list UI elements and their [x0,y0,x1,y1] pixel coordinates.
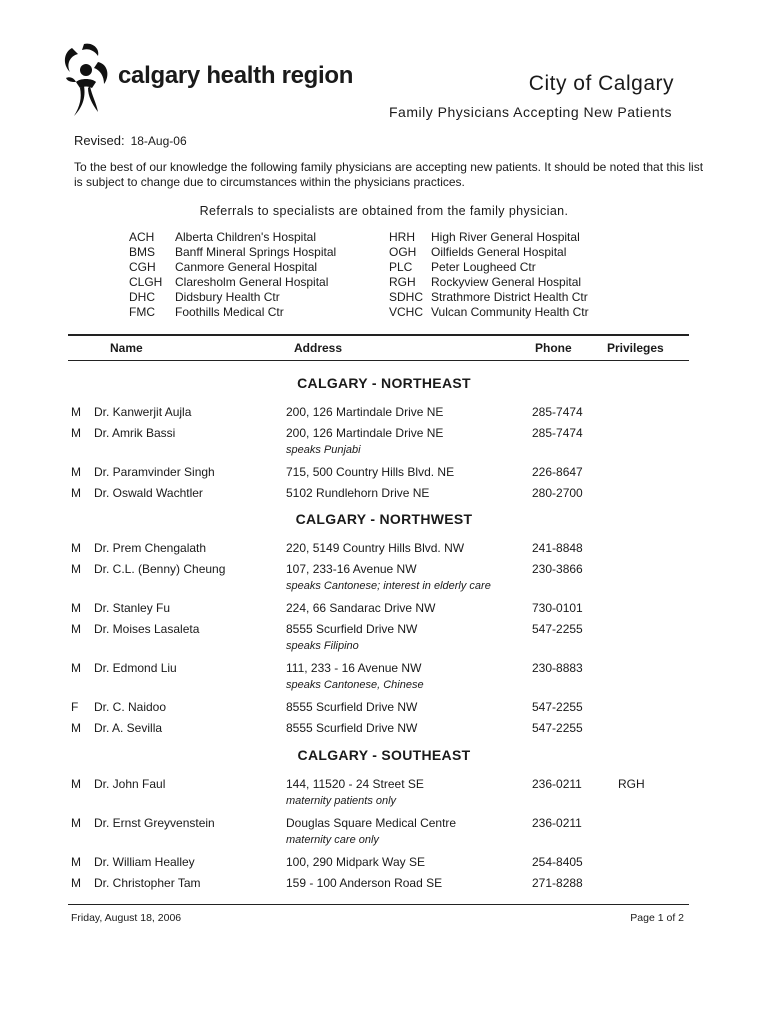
physician-gender: M [71,661,81,675]
physician-phone: 280-2700 [532,486,583,500]
physician-name: Dr. Paramvinder Singh [94,465,215,479]
physician-name: Dr. William Healley [94,855,195,869]
legend-code: CLGH [129,275,163,289]
physician-phone: 547-2255 [532,700,583,714]
legend-hospital-name: Foothills Medical Ctr [175,305,284,319]
physician-name: Dr. Amrik Bassi [94,426,176,440]
physician-name: Dr. Ernst Greyvenstein [94,816,215,830]
physician-name: Dr. Prem Chengalath [94,541,207,555]
physician-name: Dr. C.L. (Benny) Cheung [94,562,226,576]
physician-gender: F [71,700,79,714]
legend-code: RGH [389,275,416,289]
physician-phone: 285-7474 [532,405,583,419]
legend-row [129,305,336,320]
physician-address: 8555 Scurfield Drive NW [286,622,418,636]
physician-gender: M [71,486,81,500]
physician-phone: 730-0101 [532,601,583,615]
physician-name: Dr. Edmond Liu [94,661,177,675]
legend-code: DHC [129,290,155,304]
physician-name: Dr. John Faul [94,777,166,791]
revised-date: 18-Aug-06 [130,134,187,148]
calgary-health-region-logo [62,42,352,120]
legend-code: OGH [389,245,417,259]
physician-note: speaks Punjabi [286,444,361,456]
physician-privileges: RGH [618,777,645,791]
hospital-legend-right [389,230,589,320]
physician-address: 107, 233-16 Avenue NW [286,562,417,576]
physician-address: 111, 233 - 16 Avenue NW [286,661,422,675]
legend-code: ACH [129,230,155,244]
city-title: City of Calgary [528,72,674,95]
legend-code: SDHC [389,290,424,304]
physician-gender: M [71,816,81,830]
legend-code: CGH [129,260,156,274]
legend-row [389,275,589,290]
physician-address: 200, 126 Martindale Drive NE [286,426,444,440]
footer-rule [68,904,689,905]
physician-address: Douglas Square Medical Centre [286,816,457,830]
physician-gender: M [71,405,81,419]
legend-hospital-name: Alberta Children's Hospital [175,230,317,244]
physician-phone: 226-8647 [532,465,583,479]
legend-code: HRH [389,230,415,244]
legend-hospital-name: Rockyview General Hospital [431,275,582,289]
physician-note: speaks Cantonese; interest in elderly care [286,580,491,592]
physician-phone: 236-0211 [532,777,582,791]
physician-address: 144, 11520 - 24 Street SE [286,777,424,791]
physician-gender: M [71,622,81,636]
table-top-rule [68,334,689,336]
revised-label: Revised: [74,133,125,148]
physician-phone: 230-8883 [532,661,583,675]
physician-phone: 285-7474 [532,426,583,440]
physician-address: 224, 66 Sandarac Drive NW [286,601,436,615]
physician-name: Dr. Stanley Fu [94,601,171,615]
physician-gender: M [71,876,81,890]
physician-gender: M [71,465,81,479]
legend-row [389,245,589,260]
physician-phone: 230-3866 [532,562,583,576]
legend-hospital-name: Claresholm General Hospital [175,275,329,289]
physician-phone: 236-0211 [532,816,582,830]
legend-hospital-name: Canmore General Hospital [175,260,318,274]
legend-row [129,260,336,275]
physician-address: 715, 500 Country Hills Blvd. NE [286,465,455,479]
physician-address: 8555 Scurfield Drive NW [286,721,418,735]
physician-name: Dr. C. Naidoo [94,700,167,714]
physician-note: speaks Cantonese, Chinese [286,679,424,691]
physician-gender: M [71,601,81,615]
physician-phone: 547-2255 [532,721,583,735]
legend-hospital-name: Didsbury Health Ctr [175,290,280,304]
physician-phone: 254-8405 [532,855,583,869]
legend-code: VCHC [389,305,424,319]
hospital-legend-left [129,230,336,320]
physician-name: Dr. Christopher Tam [94,876,201,890]
physician-address: 200, 126 Martindale Drive NE [286,405,444,419]
physician-address: 159 - 100 Anderson Road SE [286,876,443,890]
legend-hospital-name: Banff Mineral Springs Hospital [175,245,337,259]
legend-hospital-name: Strathmore District Health Ctr [431,290,588,304]
legend-row [389,290,589,305]
physician-phone: 547-2255 [532,622,583,636]
legend-code: PLC [389,260,413,274]
physician-name: Dr. Moises Lasaleta [94,622,200,636]
physician-phone: 271-8288 [532,876,583,890]
physician-gender: M [71,426,81,440]
footer-page-number: Page 1 of 2 [630,912,684,924]
legend-hospital-name: Peter Lougheed Ctr [431,260,536,274]
intro-paragraph: To the best of our knowledge the following family physicians are accepting new patients. It should be noted that this list is subject to change due to circumstances within the physicians practices. [74,160,704,189]
column-header-phone: Phone [535,341,572,355]
document-subtitle: Family Physicians Accepting New Patients [389,104,672,120]
physician-gender: M [71,562,81,576]
section-heading: CALGARY - SOUTHEAST [297,747,471,763]
legend-row [389,305,589,320]
column-header-name: Name [110,341,143,355]
physician-phone: 241-8848 [532,541,583,555]
legend-hospital-name: Oilfields General Hospital [431,245,567,259]
legend-row [129,230,336,245]
physician-note: maternity patients only [286,795,397,807]
physician-name: Dr. Kanwerjit Aujla [94,405,192,419]
legend-row [389,260,589,275]
physician-address: 220, 5149 Country Hills Blvd. NW [286,541,465,555]
physician-note: maternity care only [286,834,379,846]
legend-row [129,290,336,305]
legend-row [129,275,336,290]
physician-gender: M [71,855,81,869]
health-region-figure-icon [62,42,112,120]
physician-name: Dr. Oswald Wachtler [94,486,203,500]
physician-gender: M [71,721,81,735]
section-heading: CALGARY - NORTHWEST [295,511,473,527]
table-header-rule [68,360,689,361]
column-header-privileges: Privileges [607,341,664,355]
physician-address: 8555 Scurfield Drive NW [286,700,418,714]
revised-line [74,133,187,148]
column-header-address: Address [294,341,343,355]
legend-code: FMC [129,305,155,319]
legend-row [389,230,589,245]
referral-note: Referrals to specialists are obtained from the family physician. [199,204,569,218]
logo-text: calgary health region [118,62,354,89]
physician-address: 100, 290 Midpark Way SE [286,855,425,869]
physician-name: Dr. A. Sevilla [94,721,163,735]
legend-hospital-name: Vulcan Community Health Ctr [431,305,589,319]
legend-code: BMS [129,245,156,259]
section-heading: CALGARY - NORTHEAST [297,375,471,391]
footer-date: Friday, August 18, 2006 [71,912,182,924]
legend-hospital-name: High River General Hospital [431,230,580,244]
physician-address: 5102 Rundlehorn Drive NE [286,486,430,500]
physician-note: speaks Filipino [286,640,359,652]
legend-row [129,245,336,260]
physician-gender: M [71,777,81,791]
physician-gender: M [71,541,81,555]
